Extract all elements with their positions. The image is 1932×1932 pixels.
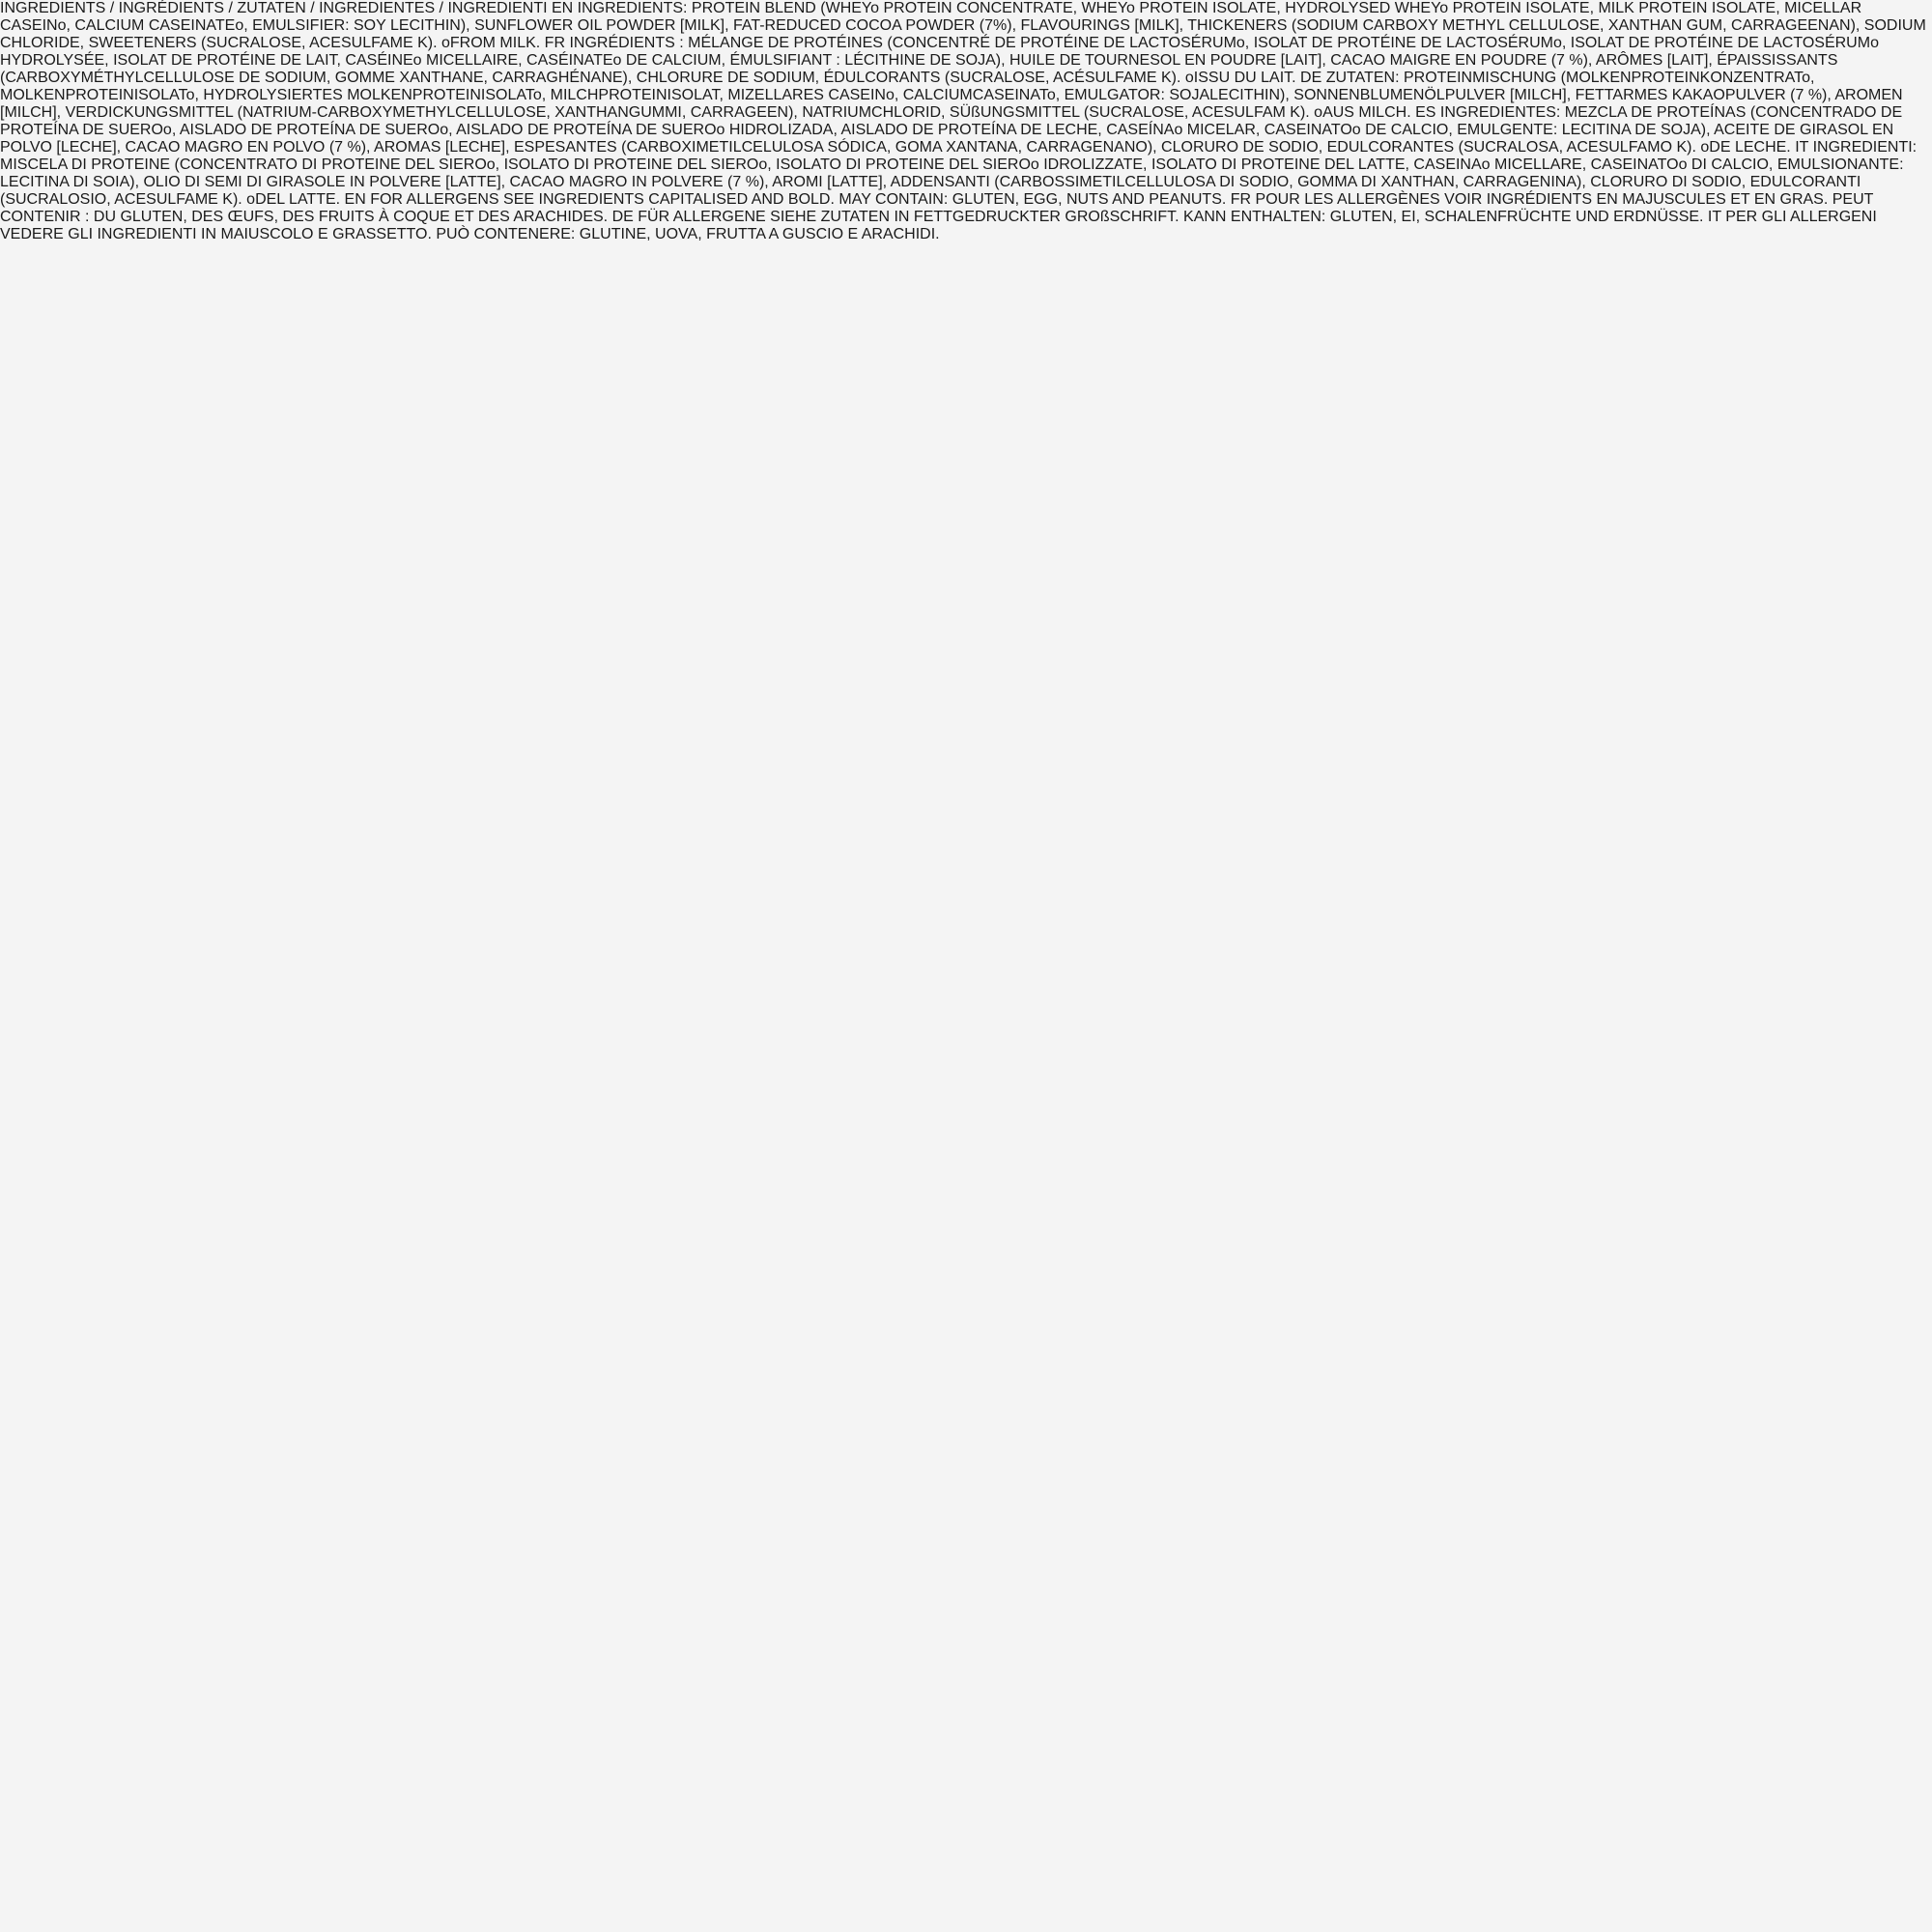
ingredients-label-page: INGREDIENTS / INGRÉDIENTS / ZUTATEN / INGREDIENTES / INGREDIENTI EN INGREDIENTS: PROTEIN BLEND (WHEYo PROTEIN CONCENTRATE, WHEYo PROTEIN ISOLATE, HYDROLYSED WHEYo PROTEIN ISOLATE, MILK PROTEIN ISOLATE, MICELLAR CASEINo, CALCIUM CASEINATEo, EMULSIFIER: SOY LECITHIN), SUNFLOWER OIL POWDER [MILK], FAT-REDUCED COCOA POWDER (7%), FLAVOURINGS [MILK], THICKENERS (SODIUM CARBOXY METHYL CELLULOSE, XANTHAN GUM, CARRAGEENAN), SODIUM CHLORIDE, SWEETENERS (SUCRALOSE, ACESULFAME K). oFROM MILK. FR INGRÉDIENTS : MÉLANGE DE PROTÉINES (CONCENTRÉ DE PROTÉINE DE LACTOSÉRUMo, ISOLAT DE PROTÉINE DE LACTOSÉRUMo, ISOLAT DE PROTÉINE DE LACTOSÉRUMo HYDROLYSÉE, ISOLAT DE PROTÉINE DE LAIT, CASÉINEo MICELLAIRE, CASÉINATEo DE CALCIUM, ÉMULSIFIANT : LÉCITHINE DE SOJA), HUILE DE TOURNESOL EN POUDRE [LAIT], CACAO MAIGRE EN POUDRE (7 %), ARÔMES [LAIT], ÉPAISSISSANTS (CARBOXYMÉTHYLCELLULOSE DE SODIUM, GOMME XANTHANE, CARRAGHÉNANE), CHLORURE DE SODIUM, ÉDULCORANTS (SUCRALOSE, ACÉSULFAME K). oISSU DU LAIT. DE ZUTATEN: PROTEINMISCHUNG (MOLKENPROTEINKONZENTRATo, MOLKENPROTEINISOLATo, HYDROLYSIERTES MOLKENPROTEINISOLATo, MILCHPROTEINISOLAT, MIZELLARES CASEINo, CALCIUMCASEINATo, EMULGATOR: SOJALECITHIN), SONNENBLUMENÖLPULVER [MILCH], FETTARMES KAKAOPULVER (7 %), AROMEN [MILCH], VERDICKUNGSMITTEL (NATRIUM-CARBOXYMETHYLCELLULOSE, XANTHANGUMMI, CARRAGEEN), NATRIUMCHLORID, SÜßUNGSMITTEL (SUCRALOSE, ACESULFAM K). oAUS MILCH. ES INGREDIENTES: MEZCLA DE PROTEÍNAS (CONCENTRADO DE PROTEÍNA DE SUEROo, AISLADO DE PROTEÍNA DE SUEROo, AISLADO DE PROTEÍNA DE SUEROo HIDROLIZADA, AISLADO DE PROTEÍNA DE LECHE, CASEÍNAo MICELAR, CASEINATOo DE CALCIO, EMULGENTE: LECITINA DE SOJA), ACEITE DE GIRASOL EN POLVO [LECHE], CACAO MAGRO EN POLVO (7 %), AROMAS [LECHE], ESPESANTES (CARBOXIMETILCELULOSA SÓDICA, GOMA XANTANA, CARRAGENANO), CLORURO DE SODIO, EDULCORANTES (SUCRALOSA, ACESULFAMO K). oDE LECHE. IT INGREDIENTI: MISCELA DI PROTEINE (CONCENTRATO DI PROTEINE DEL SIEROo, ISOLATO DI PROTEINE DEL SIEROo, ISOLATO DI PROTEINE DEL SIEROo IDROLIZZATE, ISOLATO DI PROTEINE DEL LATTE, CASEINAo MICELLARE, CASEINATOo DI CALCIO, EMULSIONANTE: LECITINA DI SOIA), OLIO DI SEMI DI GIRASOLE IN POLVERE [LATTE], CACAO MAGRO IN POLVERE (7 %), AROMI [LATTE], ADDENSANTI (CARBOSSIMETILCELLULOSA DI SODIO, GOMMA DI XANTHAN, CARRAGENINA), CLORURO DI SODIO, EDULCORANTI (SUCRALOSIO, ACESULFAME K). oDEL LATTE. EN FOR ALLERGENS SEE INGREDIENTS CAPITALISED AND BOLD. MAY CONTAIN: GLUTEN, EGG, NUTS AND PEANUTS. FR POUR LES ALLERGÈNES VOIR INGRÉDIENTS EN MAJUSCULES ET EN GRAS. PEUT CONTENIR : DU GLUTEN, DES ŒUFS, DES FRUITS À COQUE ET DES ARACHIDES. DE FÜR ALLERGENE SIEHE ZUTATEN IN FETTGEDRUCKTER GROßSCHRIFT. KANN ENTHALTEN: GLUTEN, EI, SCHALENFRÜCHTE UND ERDNÜSSE. IT PER GLI ALLERGENI VEDERE GLI INGREDIENTI IN MAIUSCOLO E GRASSETTO. PUÒ CONTENERE: GLUTINE, UOVA, FRUTTA A GUSCIO E ARACHIDI. xyxy=(0,0,1926,242)
